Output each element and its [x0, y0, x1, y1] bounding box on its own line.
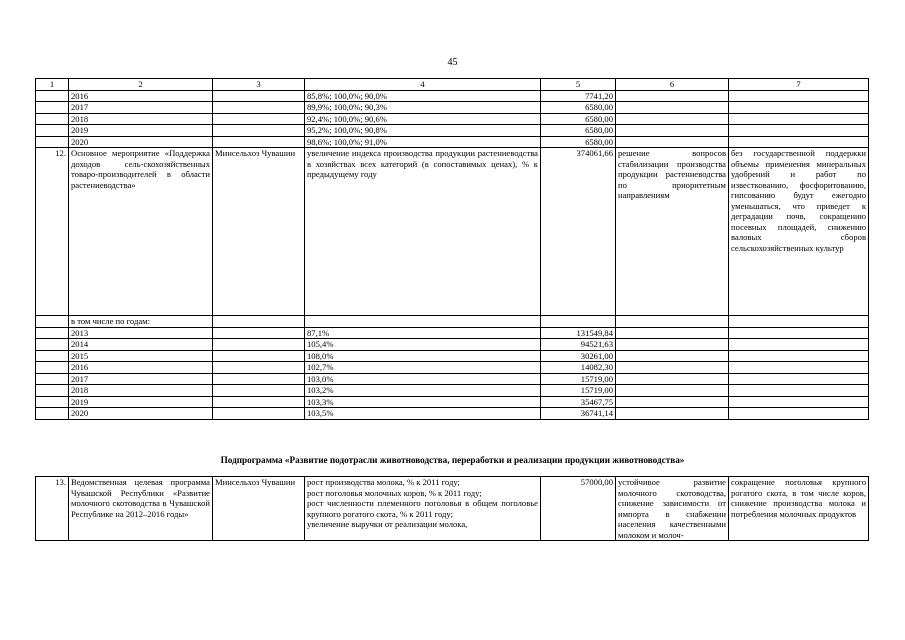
year-cell: 2020	[69, 408, 213, 420]
indicator-cell: 85,8%; 100,0%; 90,0%	[305, 90, 541, 102]
header-cell: 2	[69, 79, 213, 91]
including-label: в том числе по годам:	[69, 316, 213, 328]
header-cell: 6	[616, 79, 729, 91]
indicator-cell: 95,2%; 100,0%; 90,8%	[305, 125, 541, 137]
indicator-cell: 103,5%	[305, 408, 541, 420]
table-row	[36, 113, 869, 125]
measure-name: Основное мероприятие «Поддержка доходов сель-скохозяйственных товаро-производителей в области растениеводства»	[69, 148, 213, 316]
amount-cell: 94521,63	[541, 339, 616, 351]
page-number: 45	[447, 57, 458, 68]
amount-cell: 57000,00	[541, 477, 616, 541]
amount-cell: 6580,00	[541, 113, 616, 125]
amount-cell: 6580,00	[541, 102, 616, 114]
indicator-cell	[305, 477, 541, 541]
year-cell: 2016	[69, 90, 213, 102]
indicator-cell: 92,4%; 100,0%; 90,6%	[305, 113, 541, 125]
table-row	[36, 339, 869, 351]
indicator-line: рост поголовья молочных коров, % к 2011 году;	[307, 487, 482, 498]
year-cell: 2018	[69, 385, 213, 397]
amount-cell: 14082,30	[541, 362, 616, 374]
amount-cell: 15719,00	[541, 385, 616, 397]
table-row	[36, 408, 869, 420]
year-cell: 2019	[69, 396, 213, 408]
executor-cell: Минсельхоз Чувашии	[213, 148, 305, 316]
measure-row-13	[36, 477, 869, 541]
indicator-line: увеличение выручки от реализации молока,	[307, 519, 468, 529]
indicator-cell: 105,4%	[305, 339, 541, 351]
year-cell: 2013	[69, 327, 213, 339]
amount-cell: 6580,00	[541, 136, 616, 148]
table-row	[36, 90, 869, 102]
header-cell: 7	[729, 79, 869, 91]
table-row	[36, 385, 869, 397]
measures-table	[35, 78, 869, 420]
result-cell: устойчивое развитие молочного скотоводства, снижение зависимости от импорта в снабжении населения качественными молоком и молоч-	[616, 477, 729, 541]
indicator-line: рост численности племенного поголовья в общем поголовье крупного рогатого скота, % к 2011 году;	[307, 498, 538, 519]
year-cell: 2018	[69, 113, 213, 125]
header-cell: 5	[541, 79, 616, 91]
table-row	[36, 316, 869, 328]
row-number: 13.	[36, 477, 69, 541]
amount-cell: 131549,84	[541, 327, 616, 339]
amount-cell: 30261,00	[541, 350, 616, 362]
indicator-cell: 108,0%	[305, 350, 541, 362]
year-cell: 2017	[69, 102, 213, 114]
indicator-cell: 103,0%	[305, 373, 541, 385]
table-row	[36, 396, 869, 408]
year-cell: 2019	[69, 125, 213, 137]
indicator-cell: 98,6%; 100,0%; 91,0%	[305, 136, 541, 148]
measure-row-12	[36, 148, 869, 316]
header-row	[36, 79, 869, 91]
year-cell: 2020	[69, 136, 213, 148]
consequence-cell: без государственной поддержки объемы применения минеральных удобрений и работ по известкованию, фосфоритованию, гипсованию будут ежегодно уменьшаться, что приведет к деградации почв, сокращению посевных площадей, снижению валовых сборов сельскохозяйственных культур	[729, 148, 869, 316]
indicator-cell: 89,9%; 100,0%; 90,3%	[305, 102, 541, 114]
table-row	[36, 102, 869, 114]
indicator-cell: 103,2%	[305, 385, 541, 397]
subprogram-table	[35, 476, 869, 541]
amount-cell: 7741,20	[541, 90, 616, 102]
amount-cell: 6580,00	[541, 125, 616, 137]
year-cell: 2014	[69, 339, 213, 351]
indicator-cell: 102,7%	[305, 362, 541, 374]
executor-cell: Минсельхоз Чувашии	[213, 477, 305, 541]
table-row	[36, 373, 869, 385]
table-row	[36, 350, 869, 362]
amount-cell: 15719,00	[541, 373, 616, 385]
measure-name: Ведомственная целевая программа Чувашской Республики «Развитие молочного скотоводства в Чувашской Республике на 2012–2016 годы»	[69, 477, 213, 541]
indicator-line: рост производства молока, % к 2011 году;	[307, 477, 460, 487]
year-cell: 2017	[69, 373, 213, 385]
subprogram-title: Подпрограмма «Развитие подотрасли животноводства, переработки и реализации продукции животноводства»	[220, 455, 685, 465]
amount-cell: 374061,66	[541, 148, 616, 316]
table-row	[36, 125, 869, 137]
indicator-cell: 103,3%	[305, 396, 541, 408]
result-cell: решение вопросов стабилизации производства продукции растениеводства по приоритетным направлениям	[616, 148, 729, 316]
table-row	[36, 327, 869, 339]
amount-cell: 35467,75	[541, 396, 616, 408]
year-cell: 2015	[69, 350, 213, 362]
consequence-cell: сокращение поголовья крупного рогатого скота, в том числе коров, снижение производства молока и потребления молочных продуктов	[729, 477, 869, 541]
header-cell: 4	[305, 79, 541, 91]
indicator-cell: увеличение индекса производства продукции растениеводства в хозяйствах всех категорий (в сопоставимых ценах), % к предыдущему году	[305, 148, 541, 316]
year-cell: 2016	[69, 362, 213, 374]
header-cell: 3	[213, 79, 305, 91]
header-cell: 1	[36, 79, 69, 91]
table-row	[36, 362, 869, 374]
row-number: 12.	[36, 148, 69, 316]
table-row	[36, 136, 869, 148]
indicator-cell: 87,1%	[305, 327, 541, 339]
amount-cell: 36741,14	[541, 408, 616, 420]
